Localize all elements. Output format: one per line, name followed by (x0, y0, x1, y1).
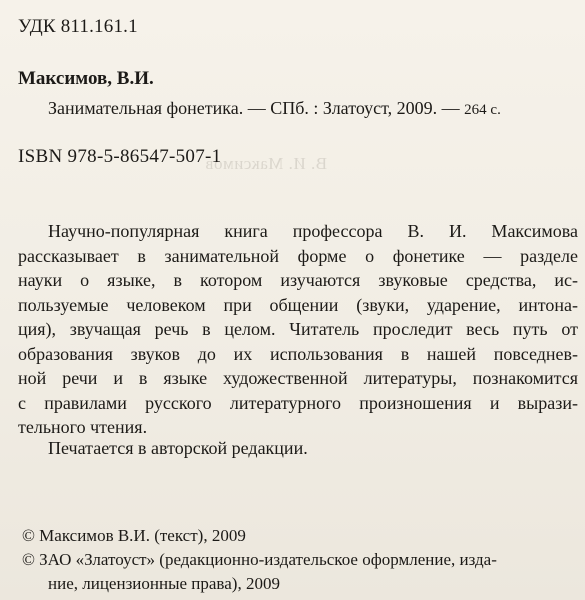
bibliographic-description (48, 98, 501, 119)
abstract-line: ция), звучащая речь в целом. Читатель проследит весь путь от (18, 319, 578, 339)
copyright-publisher-cont: ние, лицензионные права), 2009 (48, 574, 280, 593)
abstract-line: пользуемые человеком при общении (звуки, ударение, интона- (18, 294, 578, 315)
copyright-text: © Максимов В.И. (текст), 2009 (22, 526, 246, 545)
isbn: ISBN 978-5-86547-507-1 (18, 146, 222, 167)
bibliographic-text: Занимательная фонетика. — СПб. : Златоуст, 2009. — (48, 98, 460, 118)
abstract-line: с правилами русского литературного произношения и вырази- (18, 392, 578, 413)
abstract (18, 219, 578, 440)
abstract-line: науки о языке, в котором изучаются звуковые средства, ис- (18, 270, 578, 290)
show-through-text: В. И. Максимов (205, 154, 328, 173)
author-name: Максимов, В.И. (18, 68, 154, 89)
abstract-line: тельного чтения. (18, 417, 148, 437)
page-count: 264 с. (464, 102, 501, 118)
abstract-line: ной речи и в языке художественной литературы, познакомится (18, 368, 578, 388)
copyright-publisher: © ЗАО «Златоуст» (редакционно-издательское оформление, изда- (22, 550, 497, 569)
abstract-line: Научно-популярная книга профессора В. И. Максимова (48, 221, 578, 241)
edition-note: Печатается в авторской редакции. (48, 438, 308, 458)
udk-code: УДК 811.161.1 (18, 16, 138, 37)
abstract-line: рассказывает в занимательной форме о фонетике — разделе (18, 245, 578, 266)
abstract-line: образования звуков до их использования в нашей повседнев- (18, 343, 578, 364)
